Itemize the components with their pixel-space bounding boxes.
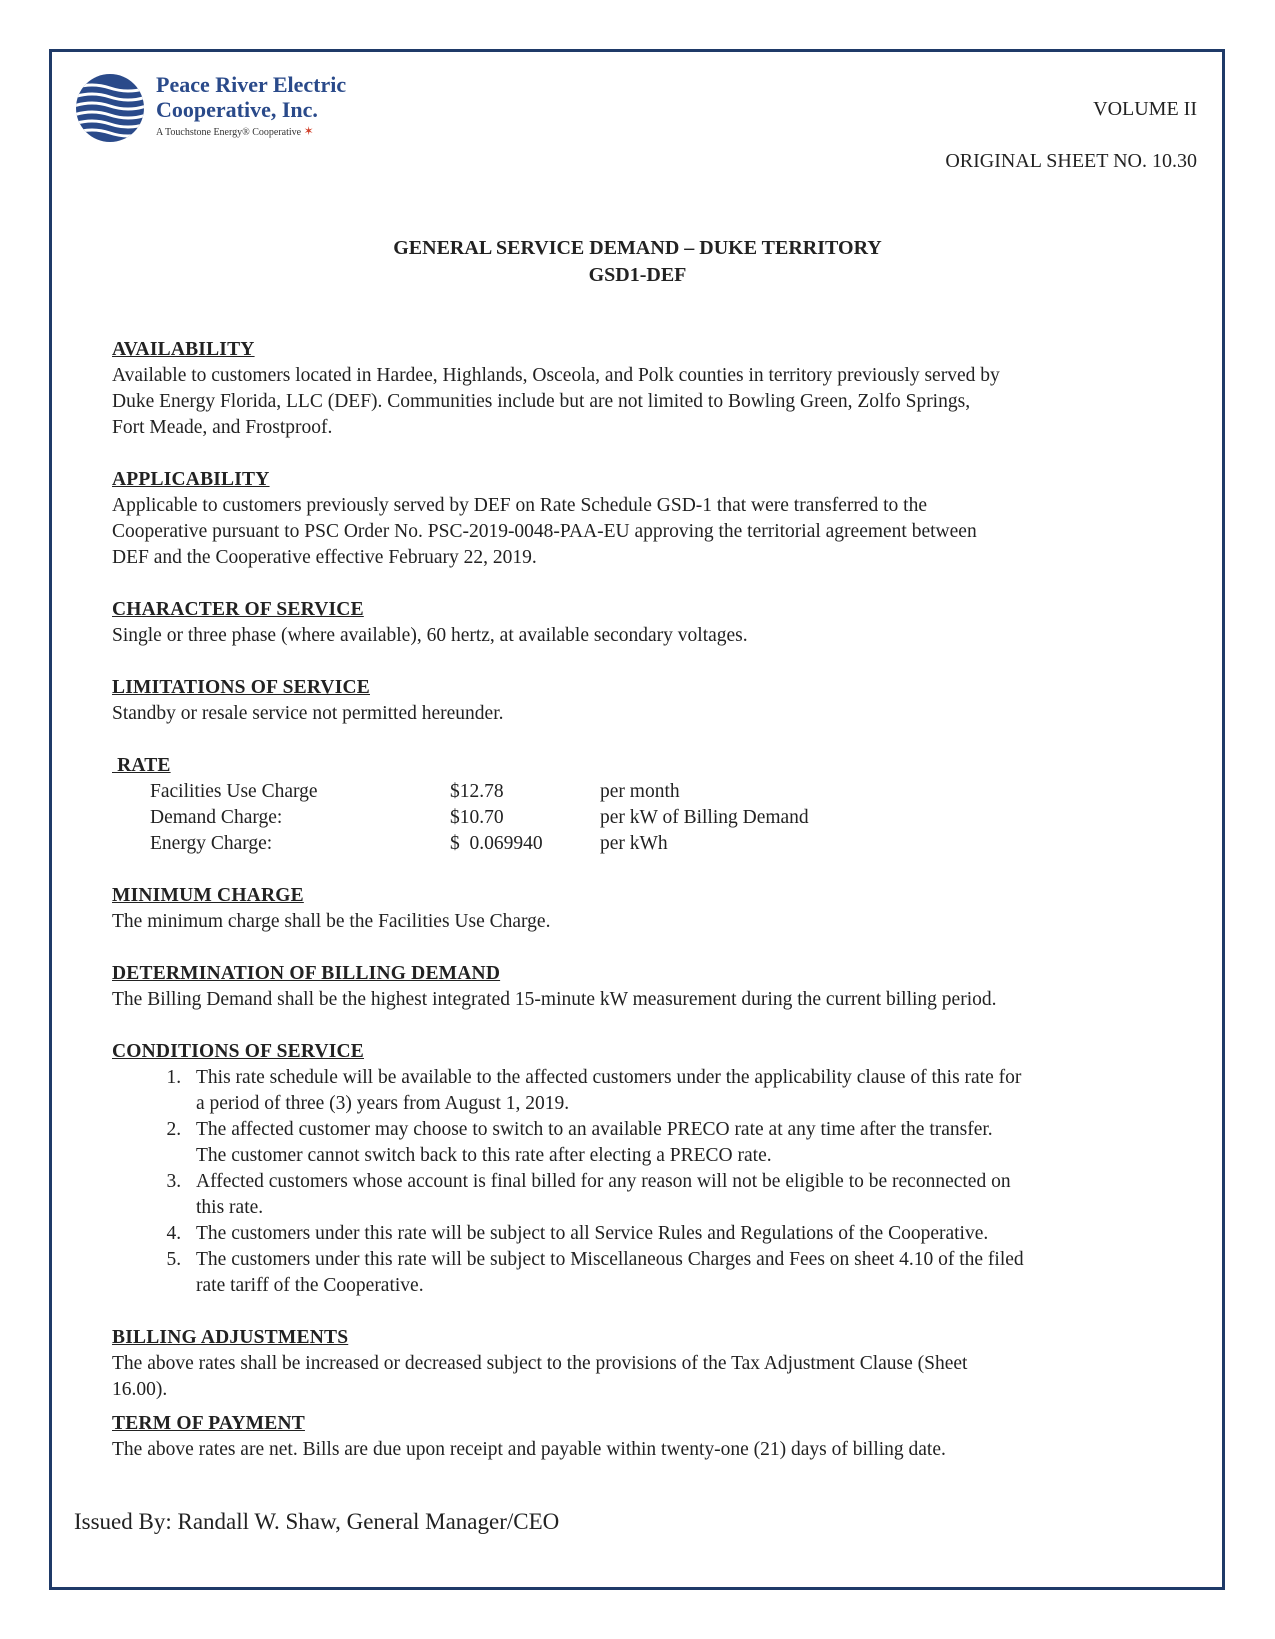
logo-tagline: A Touchstone Energy® Cooperative ✶ [156,124,314,138]
term-of-payment-section [112,1411,1172,1463]
section-text: Available to customers located in Hardee, Highlands, Osceola, and Polk counties in territory previously served by [112,365,1000,386]
list-item: 5. The customers under this rate will be subject to Miscellaneous Charges and Fees on sheet 4.10 of the filed rate tariff of the Cooperative. [186,1247,1172,1299]
conditions-section [112,1039,1172,1299]
globe-icon [74,72,146,144]
minimum-charge-section [112,883,1172,935]
billing-demand-section [112,961,1172,1013]
section-text: Cooperative pursuant to PSC Order No. PSC-2019-0048-PAA-EU approving the territorial agreement between [112,521,977,542]
rate-unit: per month [600,781,680,802]
rate-row [150,779,1172,805]
list-item: 2. The affected customer may choose to switch to an available PRECO rate at any time after the transfer. The customer cannot switch back to this rate after electing a PRECO rate. [186,1117,1172,1169]
rate-unit: per kWh [600,833,668,854]
section-text: Applicable to customers previously served by DEF on Rate Schedule GSD-1 that were transferred to the [112,495,927,516]
section-text: Fort Meade, and Frostproof. [112,417,333,438]
cooperative-logo [74,72,374,152]
section-text: 16.00). [112,1379,168,1400]
rate-label: Facilities Use Charge [150,781,318,802]
tariff-content [112,337,1172,1489]
section-text: The above rates are net. Bills are due upon receipt and payable within twenty-one (21) days of billing date. [112,1439,946,1460]
document-title [0,235,1275,289]
rate-section [112,753,1172,857]
limitations-section [112,675,1172,727]
section-heading: APPLICABILITY [112,469,270,490]
rate-label: Energy Charge: [150,833,273,854]
rate-row [150,805,1172,831]
section-heading: TERM OF PAYMENT [112,1413,305,1434]
logo-name-line2: Cooperative, Inc. [156,97,318,122]
section-heading: LIMITATIONS OF SERVICE [112,677,370,698]
section-text: The Billing Demand shall be the highest integrated 15-minute kW measurement during the current billing period. [112,989,997,1010]
rate-amount: $ 0.069940 [450,833,543,854]
section-heading: CONDITIONS OF SERVICE [112,1041,365,1062]
rate-row [150,831,1172,857]
rate-label: Demand Charge: [150,807,283,828]
section-heading: RATE [112,755,171,776]
section-text: DEF and the Cooperative effective February 22, 2019. [112,547,537,568]
list-item: 4. The customers under this rate will be subject to all Service Rules and Regulations of the Cooperative. [186,1221,1172,1247]
rate-unit: per kW of Billing Demand [600,807,809,828]
issued-by: Issued By: Randall W. Shaw, General Manager/CEO [74,1509,560,1534]
section-text: The above rates shall be increased or decreased subject to the provisions of the Tax Adjustment Clause (Sheet [112,1353,968,1374]
section-heading: MINIMUM CHARGE [112,885,304,906]
list-item: 3. Affected customers whose account is final billed for any reason will not be eligible to be reconnected on this rate. [186,1169,1172,1221]
rate-table [150,779,1172,857]
volume-label: VOLUME II [1093,98,1197,120]
list-item: 1. This rate schedule will be available to the affected customers under the applicability clause of this rate for a period of three (3) years from August 1, 2019. [186,1065,1172,1117]
touchstone-icon: ✶ [303,124,314,138]
section-heading: AVAILABILITY [112,339,255,360]
section-text: Duke Energy Florida, LLC (DEF). Communities include but are not limited to Bowling Green, Zolfo Springs, [112,391,971,412]
rate-amount: $12.78 [450,781,504,802]
title-line1: GENERAL SERVICE DEMAND – DUKE TERRITORY [393,237,882,259]
section-heading: CHARACTER OF SERVICE [112,599,364,620]
logo-name-line1: Peace River Electric [156,72,347,97]
availability-section [112,337,1172,441]
rate-amount: $10.70 [450,807,504,828]
applicability-section [112,467,1172,571]
conditions-list [112,1065,1172,1299]
section-heading: DETERMINATION OF BILLING DEMAND [112,963,501,984]
section-heading: BILLING ADJUSTMENTS [112,1327,349,1348]
title-line2: GSD1-DEF [588,264,687,286]
section-text: Single or three phase (where available), 60 hertz, at available secondary voltages. [112,625,748,646]
sheet-number: ORIGINAL SHEET NO. 10.30 [945,150,1197,172]
character-section [112,597,1172,649]
billing-adjustments-section [112,1325,1172,1403]
section-text: The minimum charge shall be the Facilities Use Charge. [112,911,551,932]
section-text: Standby or resale service not permitted hereunder. [112,703,504,724]
